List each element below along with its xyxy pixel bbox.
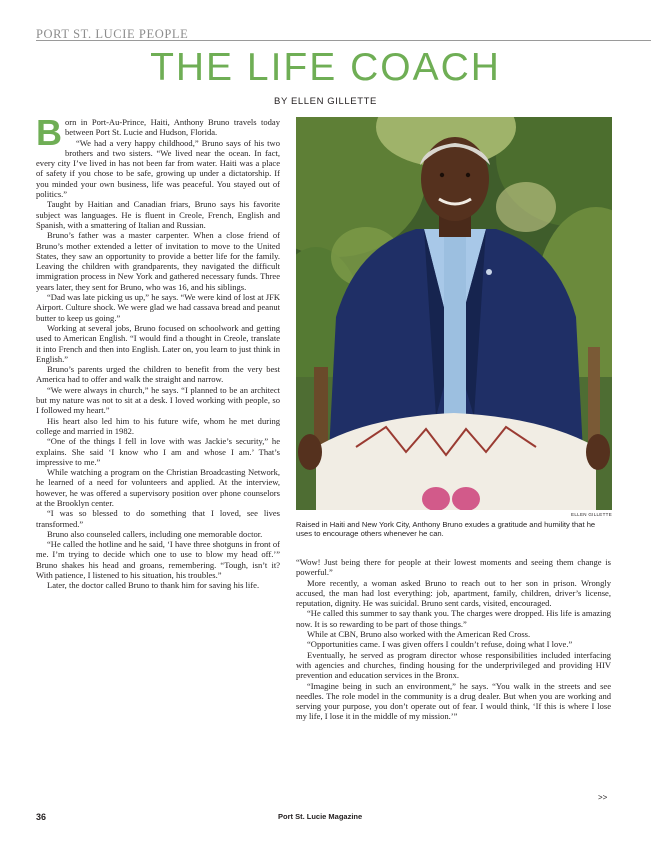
drop-cap: B <box>36 112 62 153</box>
continued-arrow: >> <box>598 793 608 802</box>
body-paragraph: “Imagine being in such an environment,” he says. “You walk in the streets and see needles. The role model in the community is a drug dealer. But when you are working and serving your purpose, you don’t operate out of fear. I would think, ‘If this is where I lose my life, I lose it in the middle of my mission.’” <box>296 680 611 722</box>
body-paragraph: “We were always in church,” he says. “I planned to be an architect but my nature was not to sit at a desk. I loved working with people, so I followed my heart.” <box>36 384 280 416</box>
header-rule <box>36 40 651 41</box>
article-headline: THE LIFE COACH <box>150 46 501 89</box>
body-paragraph: Bruno’s father was a master carpenter. When a close friend of Bruno’s mother extended a letter of invitation to move to the United States, they saw an opportunity to provide a better life for the family. Leaving the children with grandparents, they navigated the difficult immigration process in New York and gathered necessary funds. Three years later, they sent for Bruno, who was 16, and his siblings. <box>36 230 280 292</box>
body-paragraph: “He called this summer to say thank you. The charges were dropped. His life is amazing now. It is so rewarding to be part of those things.” <box>296 608 611 629</box>
photo-caption: Raised in Haiti and New York City, Anthony Bruno exudes a gratitude and humility that he uses to encourage others whenever he can. <box>296 520 596 539</box>
body-paragraph: Later, the doctor called Bruno to thank him for saving his life. <box>47 580 260 591</box>
body-paragraph: “He called the hotline and he said, ‘I have three shotguns in front of me. I’m trying to decide which one to use to blow my head off.’” Bruno shakes his head and groans, remembering. “Tough, isn’t it? With patience, I listened to his situation, his troubles.” <box>36 539 280 581</box>
body-paragraph: Bruno also counseled callers, including one memorable doctor. <box>47 528 263 539</box>
body-paragraph: While at CBN, Bruno also worked with the American Red Cross. <box>307 629 531 640</box>
body-paragraph: Eventually, he served as program director whose responsibilities included interfacing with agencies and churches, finding housing for the underprivileged and providing HIV prevention and education services in the Bronx. <box>296 649 611 681</box>
magazine-name: Port St. Lucie Magazine <box>278 812 363 821</box>
body-paragraph: “Opportunities came. I was given offers I couldn’t refuse, doing what I love.” <box>307 639 573 650</box>
body-paragraph: Working at several jobs, Bruno focused on schoolwork and getting used to American English. “I would find a thought in Creole, translate it into French and then into English. Later on, you learn to just think in English.” <box>36 322 280 364</box>
body-paragraph: While watching a program on the Christian Broadcasting Network, he learned of a need for volunteers and applied. At the interview, however, he was offered a supervisory position over phone counselors at the Brooklyn center. <box>36 467 280 508</box>
body-paragraph: “Wow! Just being there for people at their lowest moments and seeing them change is powerful.” <box>296 557 611 578</box>
page-number: 36 <box>36 812 47 822</box>
byline: BY ELLEN GILLETTE <box>274 96 377 107</box>
body-paragraph: More recently, a woman asked Bruno to reach out to her son in prison. Wrongly accused, the man had lost everything: job, apartment, family, children, driver’s license, reputation, dignity. He was suicidal. Bruno sent cards, visited, encouraged. <box>296 577 611 609</box>
body-paragraph: “One of the things I fell in love with was Jackie’s security,” he explains. She said ‘I know who I am and whose I am.’ That’s impressive to me.” <box>36 436 280 467</box>
lead-paragraph-text: orn in Port-Au-Prince, Haiti, Anthony Bruno travels today between Port St. Lucie and Hudson, Florida. <box>65 117 280 138</box>
body-paragraph: “Dad was late picking us up,” he says. “We were kind of lost at JFK Airport. Culture shock. We were glad we had cassava bread and peanut butter to keep us going.” <box>36 292 280 323</box>
article-column-right <box>296 557 611 722</box>
body-paragraph: His heart also led him to his future wife, whom he met during college and married in 1982. <box>36 415 280 436</box>
portrait-illustration <box>296 117 612 510</box>
body-paragraph: Taught by Haitian and Canadian friars, Bruno says his favorite subject was languages. He is fluent in Creole, French, English and Spanish, with a smattering of Italian and Russian. <box>36 199 280 230</box>
body-paragraph: “I was so blessed to do something that I loved, see lives transformed.” <box>36 508 280 529</box>
body-paragraph: “We had a very happy childhood,” Bruno says of his two brothers and two sisters. “We lived near the ocean. In fact, every city I’ve lived in has not been far from water. Haiti was a place of safety if you chose to be safe, growing up under a dictatorship. If you minded your own business, life was peaceful. You stayed out of politics.” <box>36 137 280 200</box>
portrait-photo <box>296 117 612 510</box>
body-paragraph: Bruno’s parents urged the children to benefit from the very best America had to offer and walk the straight and narrow. <box>36 364 280 385</box>
section-label: PORT ST. LUCIE PEOPLE <box>36 27 189 41</box>
article-column-left <box>36 112 280 591</box>
photo-credit: ELLEN GILLETTE <box>571 512 612 517</box>
lead-paragraph <box>36 112 280 153</box>
